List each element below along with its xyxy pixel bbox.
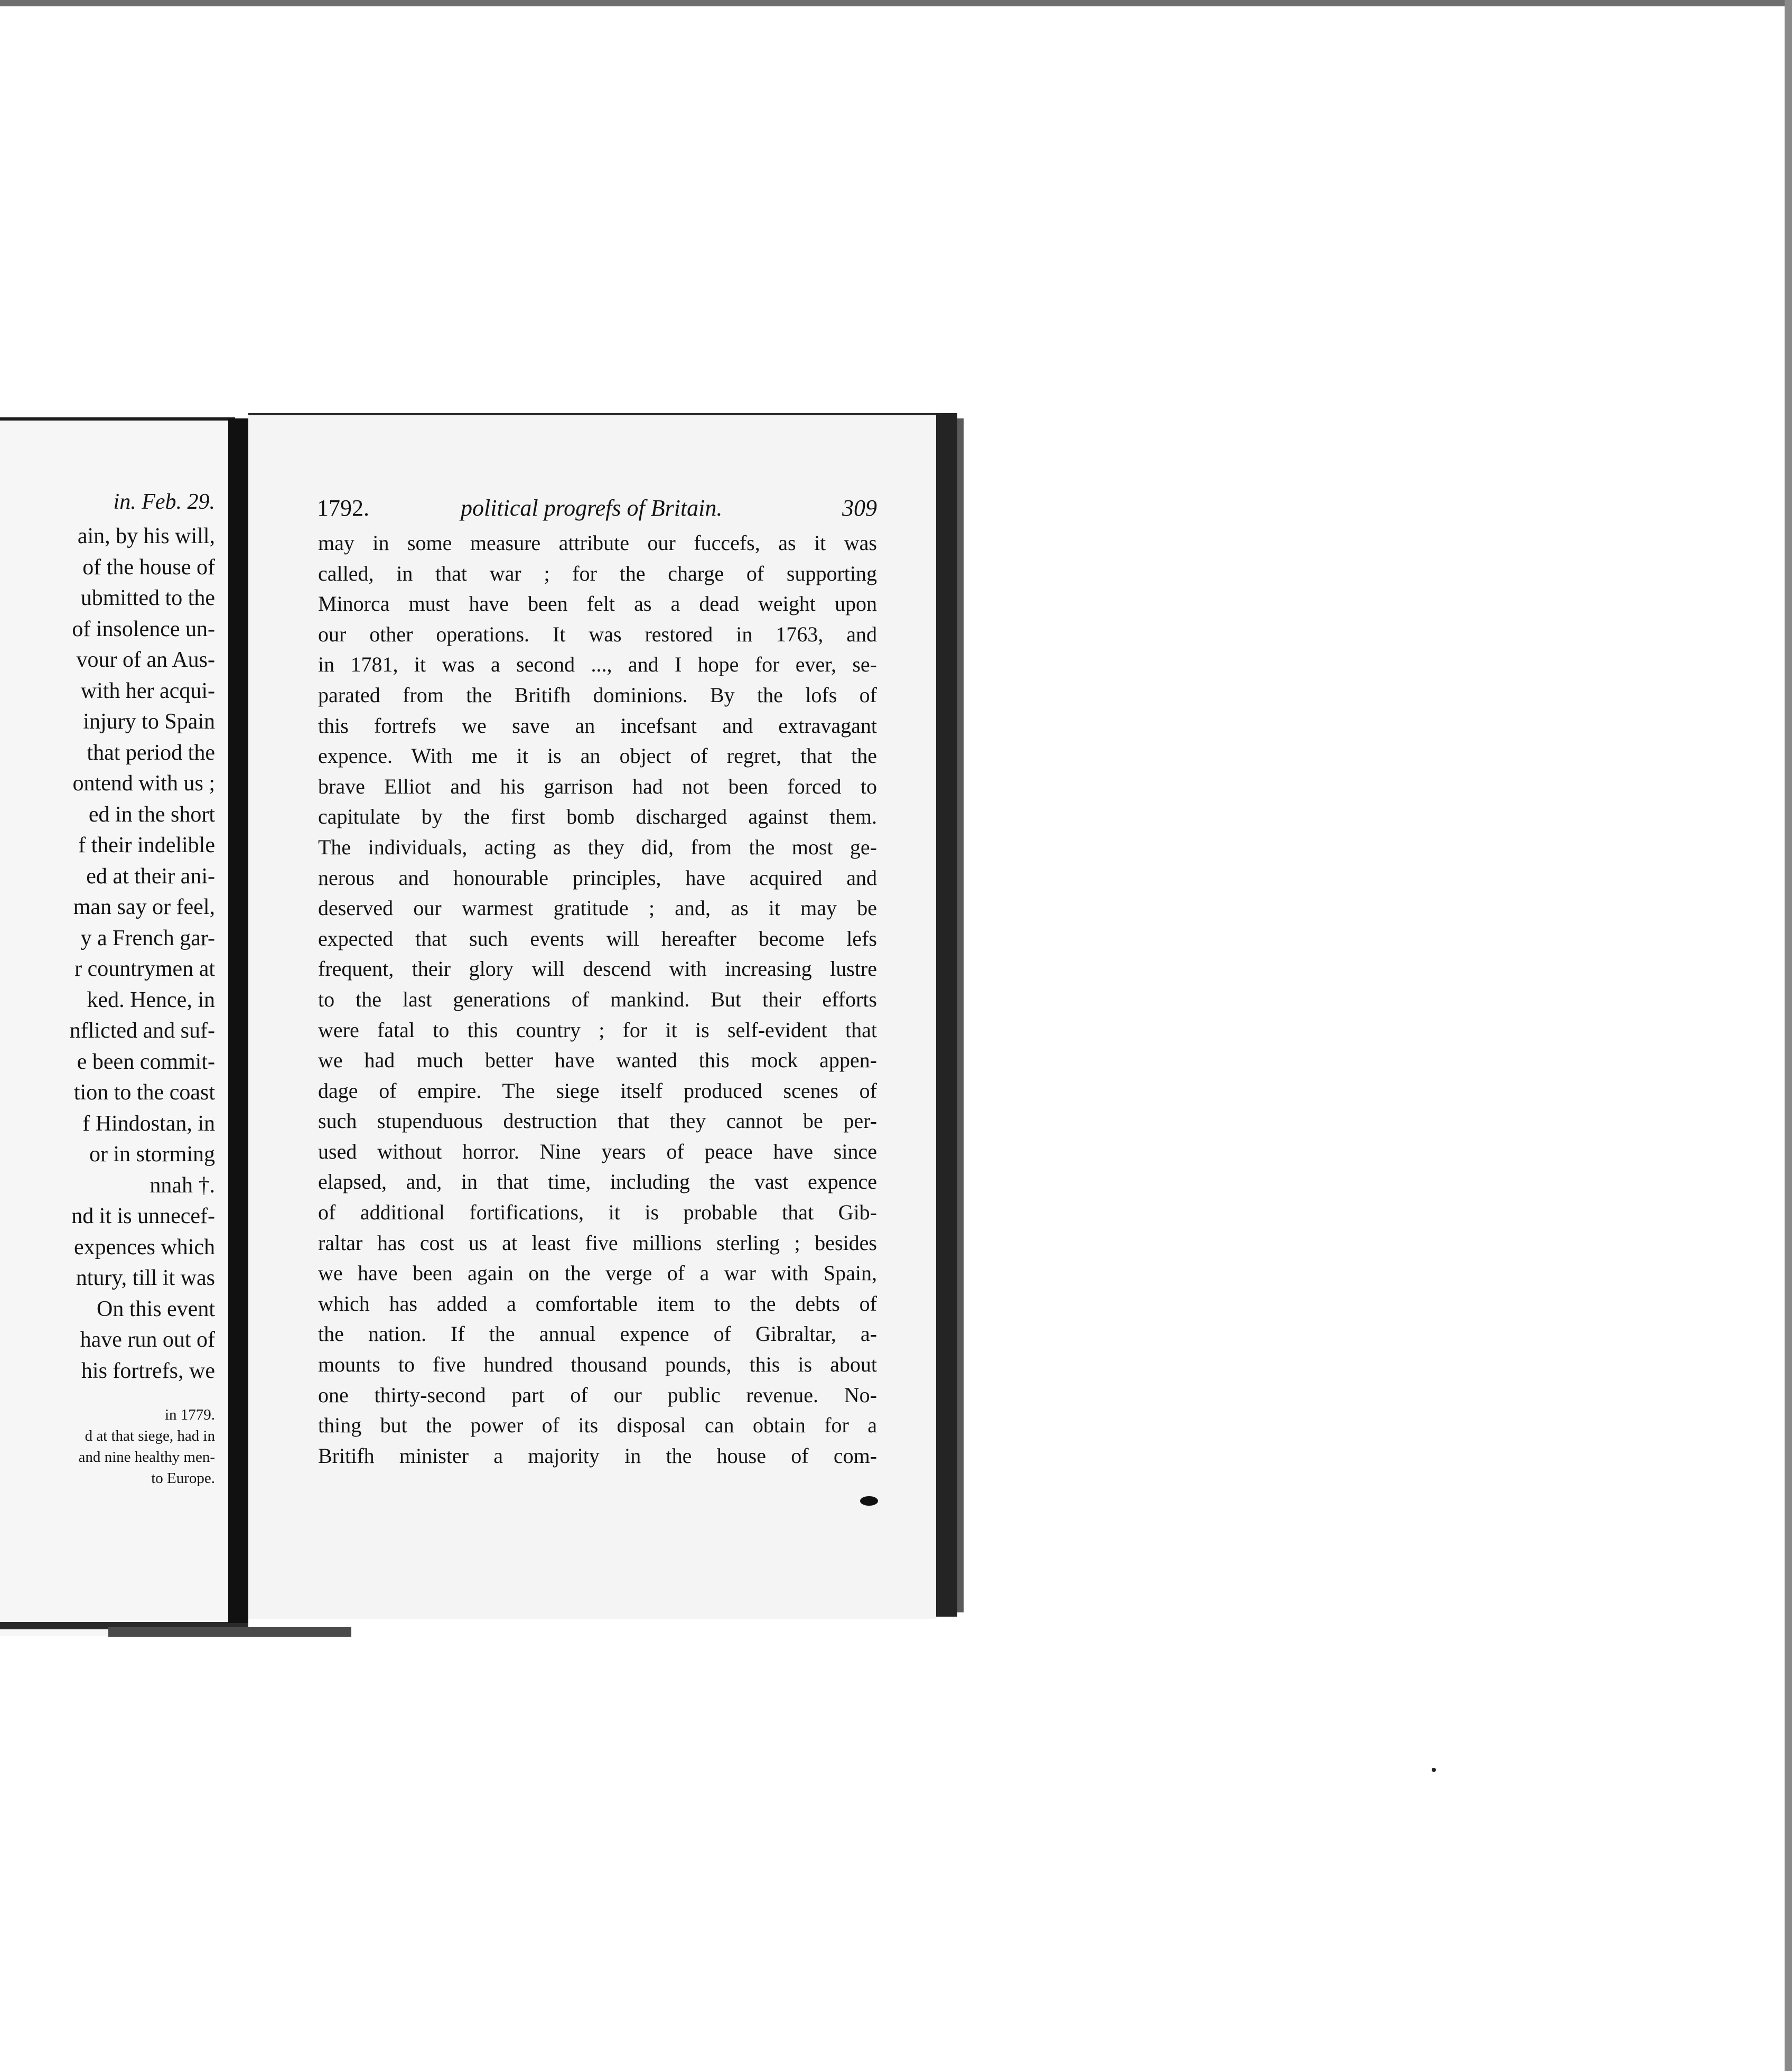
left-page-lines: [70, 521, 215, 1386]
body-text-line: one thirty-second part of our public revenue. No-: [318, 1383, 877, 1407]
body-text-line: our other operations. It was restored in 1763, and: [318, 622, 877, 646]
left-text-line: ed at their ani-: [86, 864, 215, 889]
left-text-line: tion to the coast: [73, 1080, 215, 1105]
left-text-line: ed in the short: [88, 802, 215, 827]
body-text-line: were fatal to this country ; for it is self-evident that: [318, 1018, 877, 1042]
book-gutter: [228, 418, 248, 1623]
left-footnote-line: to Europe.: [151, 1470, 215, 1487]
body-text-line: thing but the power of its disposal can obtain for a: [318, 1413, 877, 1438]
left-text-line: e been commit-: [77, 1049, 215, 1074]
body-text-line: of additional fortifications, it is probable that Gib-: [318, 1200, 877, 1225]
left-text-line: nnah †.: [150, 1173, 215, 1198]
body-text-line: we had much better have wanted this mock appen-: [318, 1048, 877, 1072]
right-page-edge-shadow: [957, 418, 964, 1612]
body-text-line: Britifh minister a majority in the house of com-: [318, 1443, 877, 1468]
right-page-edge: [936, 413, 957, 1617]
body-text-line: deserved our warmest gratitude ; and, as it may be: [318, 896, 877, 920]
right-page: [248, 413, 936, 1619]
left-text-line: On this event: [97, 1296, 215, 1321]
body-text-line: brave Elliot and his garrison had not been forced to: [318, 774, 877, 798]
left-text-line: man say or feel,: [73, 895, 215, 919]
body-text: [318, 528, 877, 1471]
left-text-line: ubmitted to the: [80, 586, 215, 610]
body-text-line: which has added a comfortable item to the debts of: [318, 1291, 877, 1316]
left-text-line: with her acqui-: [80, 678, 215, 703]
body-text-line: expected that such events will hereafter become lefs: [318, 926, 877, 950]
left-text-line: ain, by his will,: [77, 524, 215, 548]
left-text-line: nd it is unnecef-: [71, 1204, 215, 1228]
left-page-text: [70, 489, 215, 1489]
body-text-line: called, in that war ; for the charge of supporting: [318, 561, 877, 585]
body-text-line: frequent, their glory will descend with increasing lustre: [318, 957, 877, 981]
body-text-line: elapsed, and, in that time, including the vast expence: [318, 1170, 877, 1194]
left-text-line: expences which: [73, 1235, 215, 1260]
left-text-line: ntury, till it was: [76, 1266, 215, 1290]
body-text-line: such stupenduous destruction that they cannot be per-: [318, 1109, 877, 1133]
body-text-line: nerous and honourable principles, have acquired and: [318, 865, 877, 890]
body-text-line: Minorca must have been felt as a dead weight upon: [318, 592, 877, 616]
ink-speck: [860, 1496, 878, 1506]
left-text-line: his fortrefs, we: [81, 1358, 215, 1383]
header-year: 1792.: [317, 495, 369, 521]
running-header: [317, 495, 877, 526]
left-text-line: ked. Hence, in: [87, 987, 215, 1012]
left-text-line: vour of an Aus-: [76, 648, 215, 672]
body-text-line: to the last generations of mankind. But their efforts: [318, 987, 877, 1011]
left-text-line: injury to Spain: [83, 710, 215, 734]
left-page-footnotes: [70, 1404, 215, 1489]
left-page: [0, 417, 235, 1636]
left-text-line: r countrymen at: [74, 957, 215, 981]
body-text-line: expence. With me it is an object of regret, that the: [318, 744, 877, 768]
left-text-line: ontend with us ;: [72, 771, 215, 796]
left-page-header: in. Feb. 29.: [113, 490, 215, 514]
scan-dot: [1432, 1768, 1436, 1772]
body-text-line: capitulate by the first bomb discharged against them.: [318, 805, 877, 829]
body-text-line: raltar has cost us at least five millions sterling ; besides: [318, 1230, 877, 1255]
body-text-line: mounts to five hundred thousand pounds, this is about: [318, 1352, 877, 1377]
body-text-line: The individuals, acting as they did, from the most ge-: [318, 835, 877, 859]
body-text-line: the nation. If the annual expence of Gibraltar, a-: [318, 1322, 877, 1346]
left-text-line: f Hindostan, in: [82, 1111, 215, 1136]
left-text-line: y a French gar-: [80, 926, 215, 950]
left-text-line: of the house of: [82, 555, 215, 580]
left-text-line: nflicted and suf-: [69, 1019, 215, 1043]
body-text-line: used without horror. Nine years of peace have since: [318, 1139, 877, 1163]
body-text-line: this fortrefs we save an incefsant and extravagant: [318, 713, 877, 738]
left-text-line: f their indelible: [78, 833, 215, 857]
body-text-line: parated from the Britifh dominions. By the lofs of: [318, 683, 877, 707]
body-text-line: may in some measure attribute our fuccefs, as it was: [318, 531, 877, 555]
left-text-line: of insolence un-: [72, 617, 215, 641]
page-number: 309: [842, 495, 877, 521]
left-footnote-line: and nine healthy men-: [78, 1449, 215, 1466]
left-text-line: or in storming: [89, 1142, 215, 1167]
left-footnote-line: in 1779.: [164, 1406, 215, 1423]
body-text-line: in 1781, it was a second ..., and I hope for ever, se-: [318, 652, 877, 677]
body-text-line: dage of empire. The siege itself produced scenes of: [318, 1078, 877, 1103]
left-text-line: have run out of: [80, 1328, 215, 1352]
left-text-line: that period the: [87, 740, 215, 765]
left-page-bottom-shadow: [108, 1627, 351, 1637]
left-footnote-line: d at that siege, had in: [85, 1428, 215, 1444]
body-text-line: we have been again on the verge of a war with Spain,: [318, 1261, 877, 1285]
running-title: political progrefs of Britain.: [461, 495, 723, 521]
